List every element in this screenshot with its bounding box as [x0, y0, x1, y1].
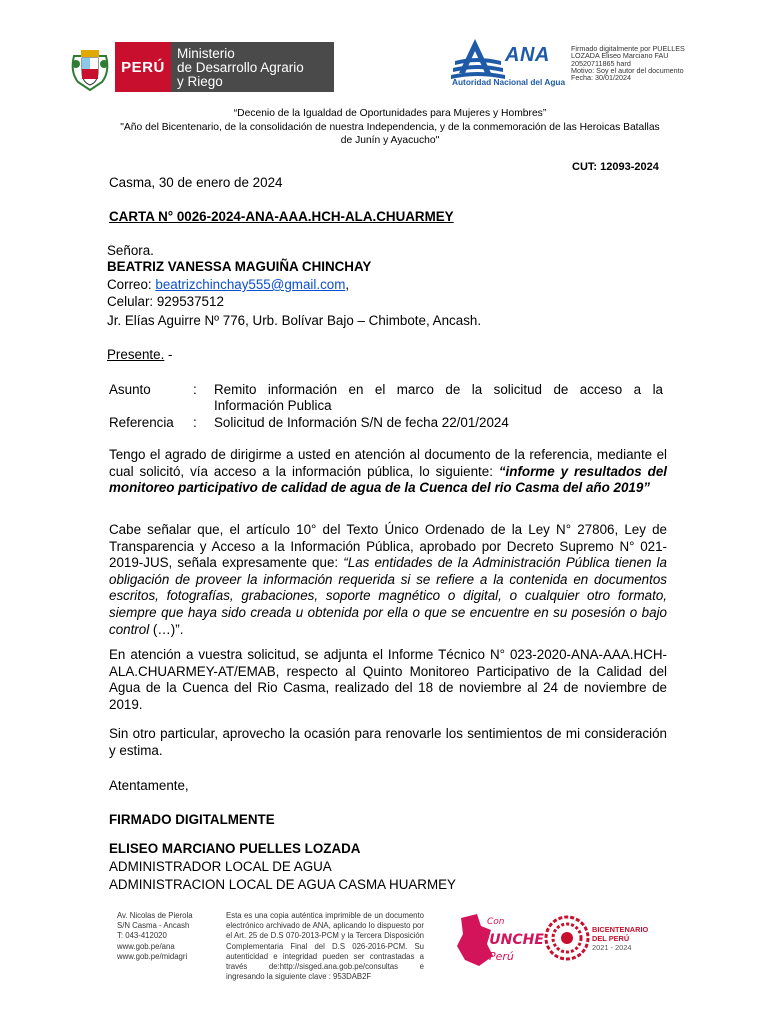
puniche-peru: Perú: [489, 950, 514, 963]
reference-label: Referencia: [109, 415, 174, 430]
bicentennial-line: BICENTENARIO: [592, 925, 649, 934]
coat-of-arms-icon: [68, 42, 112, 92]
ministry-brand: [171, 42, 334, 92]
signature-line: Motivo: Soy el autor del documento: [571, 65, 684, 75]
footer-address-line: Av. Nicolas de Pierola: [117, 911, 193, 920]
paragraph-1-quote: “informe y resultados del monitoreo participativo de calidad de agua de la Cuenca del rio Casma del año 2019”: [109, 463, 667, 496]
footer-address-line: www.gob.pe/midagri: [117, 951, 188, 961]
cut-number: CUT: 12093-2024: [572, 161, 659, 173]
subject-label: Asunto: [109, 382, 151, 397]
con-punche-peru-logo: [447, 910, 544, 970]
signer-name: ELISEO MARCIANO PUELLES LOZADA: [109, 841, 361, 856]
subject-line: Remito información en el marco de la solicitud de acceso a la: [214, 382, 663, 397]
recipient-address: Jr. Elías Aguirre Nº 776, Urb. Bolívar Bajo – Chimbote, Ancash.: [107, 313, 482, 328]
paragraph-4: Sin otro particular, aprovecho la ocasión para renovarle los sentimientos de mi consideración y estima.: [109, 726, 667, 758]
puniche-con: Con: [487, 917, 505, 927]
puniche-main: PUNCHE: [479, 932, 544, 948]
bicentennial-text: [592, 925, 648, 952]
signer-office: ADMINISTRACION LOCAL DE AGUA CASMA HUARMEY: [109, 877, 456, 892]
presente-suffix: -: [164, 347, 173, 362]
paragraph-3: En atención a vuestra solicitud, se adjunta el Informe Técnico N° 023-2020-ANA-AAA.HCH-ALA.CHUARMEY-AT/EMAB, respecto al Quinto Monitoreo Participativo de la Calidad del Agua de la Cuenca del Rio Casma, realizado del 18 de noviembre al 24 de noviembre de 2019.: [109, 647, 667, 712]
salutation: Señora.: [107, 243, 154, 258]
recipient-email: [107, 277, 349, 293]
decade-slogan: “Decenio de la Igualdad de Oportunidades para Mujeres y Hombres”: [233, 108, 547, 119]
digital-signature-stamp: [571, 45, 685, 81]
email-suffix: ,: [345, 277, 350, 292]
peru-brand: PERÚ: [115, 42, 171, 92]
subject-text: [214, 382, 663, 415]
presente: [107, 347, 173, 363]
year-slogan: [100, 122, 680, 147]
footer-address-line: www.gob.pe/ana: [117, 941, 175, 951]
paragraph-1: [109, 447, 667, 497]
signature-line: Fecha: 30/01/2024: [571, 73, 631, 83]
paragraph-2-text: Cabe señalar que, el artículo 10° del Texto Único Ordenado de la Ley N° 27806, Ley de Transparencia y Acceso a la Información Pública, aprobado por Decreto Supremo N° 021-2019-JUS, señala expresamente que:: [109, 522, 667, 571]
footer-address-line: S/N Casma - Ancash: [117, 921, 190, 931]
digitally-signed: FIRMADO DIGITALMENTE: [109, 812, 275, 827]
subject-line: Información Publica: [214, 398, 332, 414]
paragraph-2-quote: “Las entidades de la Administración Pública tienen la obligación de proveer la información requerida si se refiere a la contenida en documentos escritos, fotografías, grabaciones, soporte magnético o digital, o cualquier otro formato, siempre que haya sido creada u obtenida por ella o que se encuentre en su posesión o bajo control: [109, 555, 667, 637]
bicentennial-line: DEL PERÚ: [592, 934, 630, 943]
reference-colon: :: [193, 415, 197, 430]
ana-subtitle: Autoridad Nacional del Agua: [452, 77, 566, 87]
signature-line: LOZADA Eliseo Marciano FAU: [571, 51, 669, 61]
ministry-line: Ministerio: [177, 46, 235, 61]
year-slogan-line: "Año del Bicentenario, de la consolidación de nuestra Independencia, y de la conmemoración de las Heroicas Batallas: [120, 122, 660, 133]
letter-number: CARTA N° 0026-2024-ANA-AAA.HCH-ALA.CHUARMEY: [109, 209, 454, 224]
paragraph-2-end: (…)”.: [149, 621, 184, 637]
ministry-line: y Riego: [177, 74, 223, 89]
signature-line: Firmado digitalmente por PUELLES: [571, 44, 685, 53]
recipient-name: BEATRIZ VANESSA MAGUIÑA CHINCHAY: [107, 259, 372, 274]
place-date: Casma, 30 de enero de 2024: [109, 175, 283, 190]
bicentennial-line: 2021 - 2024: [592, 943, 632, 952]
presente-word: Presente.: [107, 347, 165, 362]
footer-authenticity-note: Esta es una copia auténtica imprimible de un documento electrónico archivado de ANA, aplicando lo dispuesto por el Art. 25 de D.S 070-2013-PCM y la Tercera Disposición Complementaria Final del D.S 026-2016-PCM. Su autenticidad e integridad pueden ser contrastadas a través de:http://sisged.ana.gob.pe/consultas e ingresando la siguiente clave : 953DAB2F: [226, 911, 424, 982]
paragraph-2: [109, 522, 667, 638]
bicentennial-logo-icon: [543, 914, 591, 962]
signer-position: ADMINISTRADOR LOCAL DE AGUA: [109, 859, 332, 874]
subject-colon: :: [193, 382, 197, 397]
reference-text: Solicitud de Información S/N de fecha 22/01/2024: [214, 415, 509, 430]
email-label: Correo:: [107, 277, 156, 292]
email-link[interactable]: beatrizchinchay555@gmail.com: [155, 277, 346, 292]
ministry-line: de Desarrollo Agrario: [177, 60, 304, 75]
ana-wordmark: ANA: [505, 44, 550, 66]
year-slogan-line: de Junín y Ayacucho": [340, 134, 440, 146]
signature-line: 20520711865 hard: [571, 58, 631, 68]
footer-address-line: T: 043-412020: [117, 931, 167, 941]
closing: Atentamente,: [109, 778, 189, 793]
footer-address: [117, 911, 193, 962]
paragraph-1-text: Tengo el agrado de dirigirme a usted en atención al documento de la referencia, mediante el cual solicitó, vía acceso a la información pública, lo siguiente:: [109, 447, 667, 479]
recipient-phone: Celular: 929537512: [107, 294, 224, 309]
